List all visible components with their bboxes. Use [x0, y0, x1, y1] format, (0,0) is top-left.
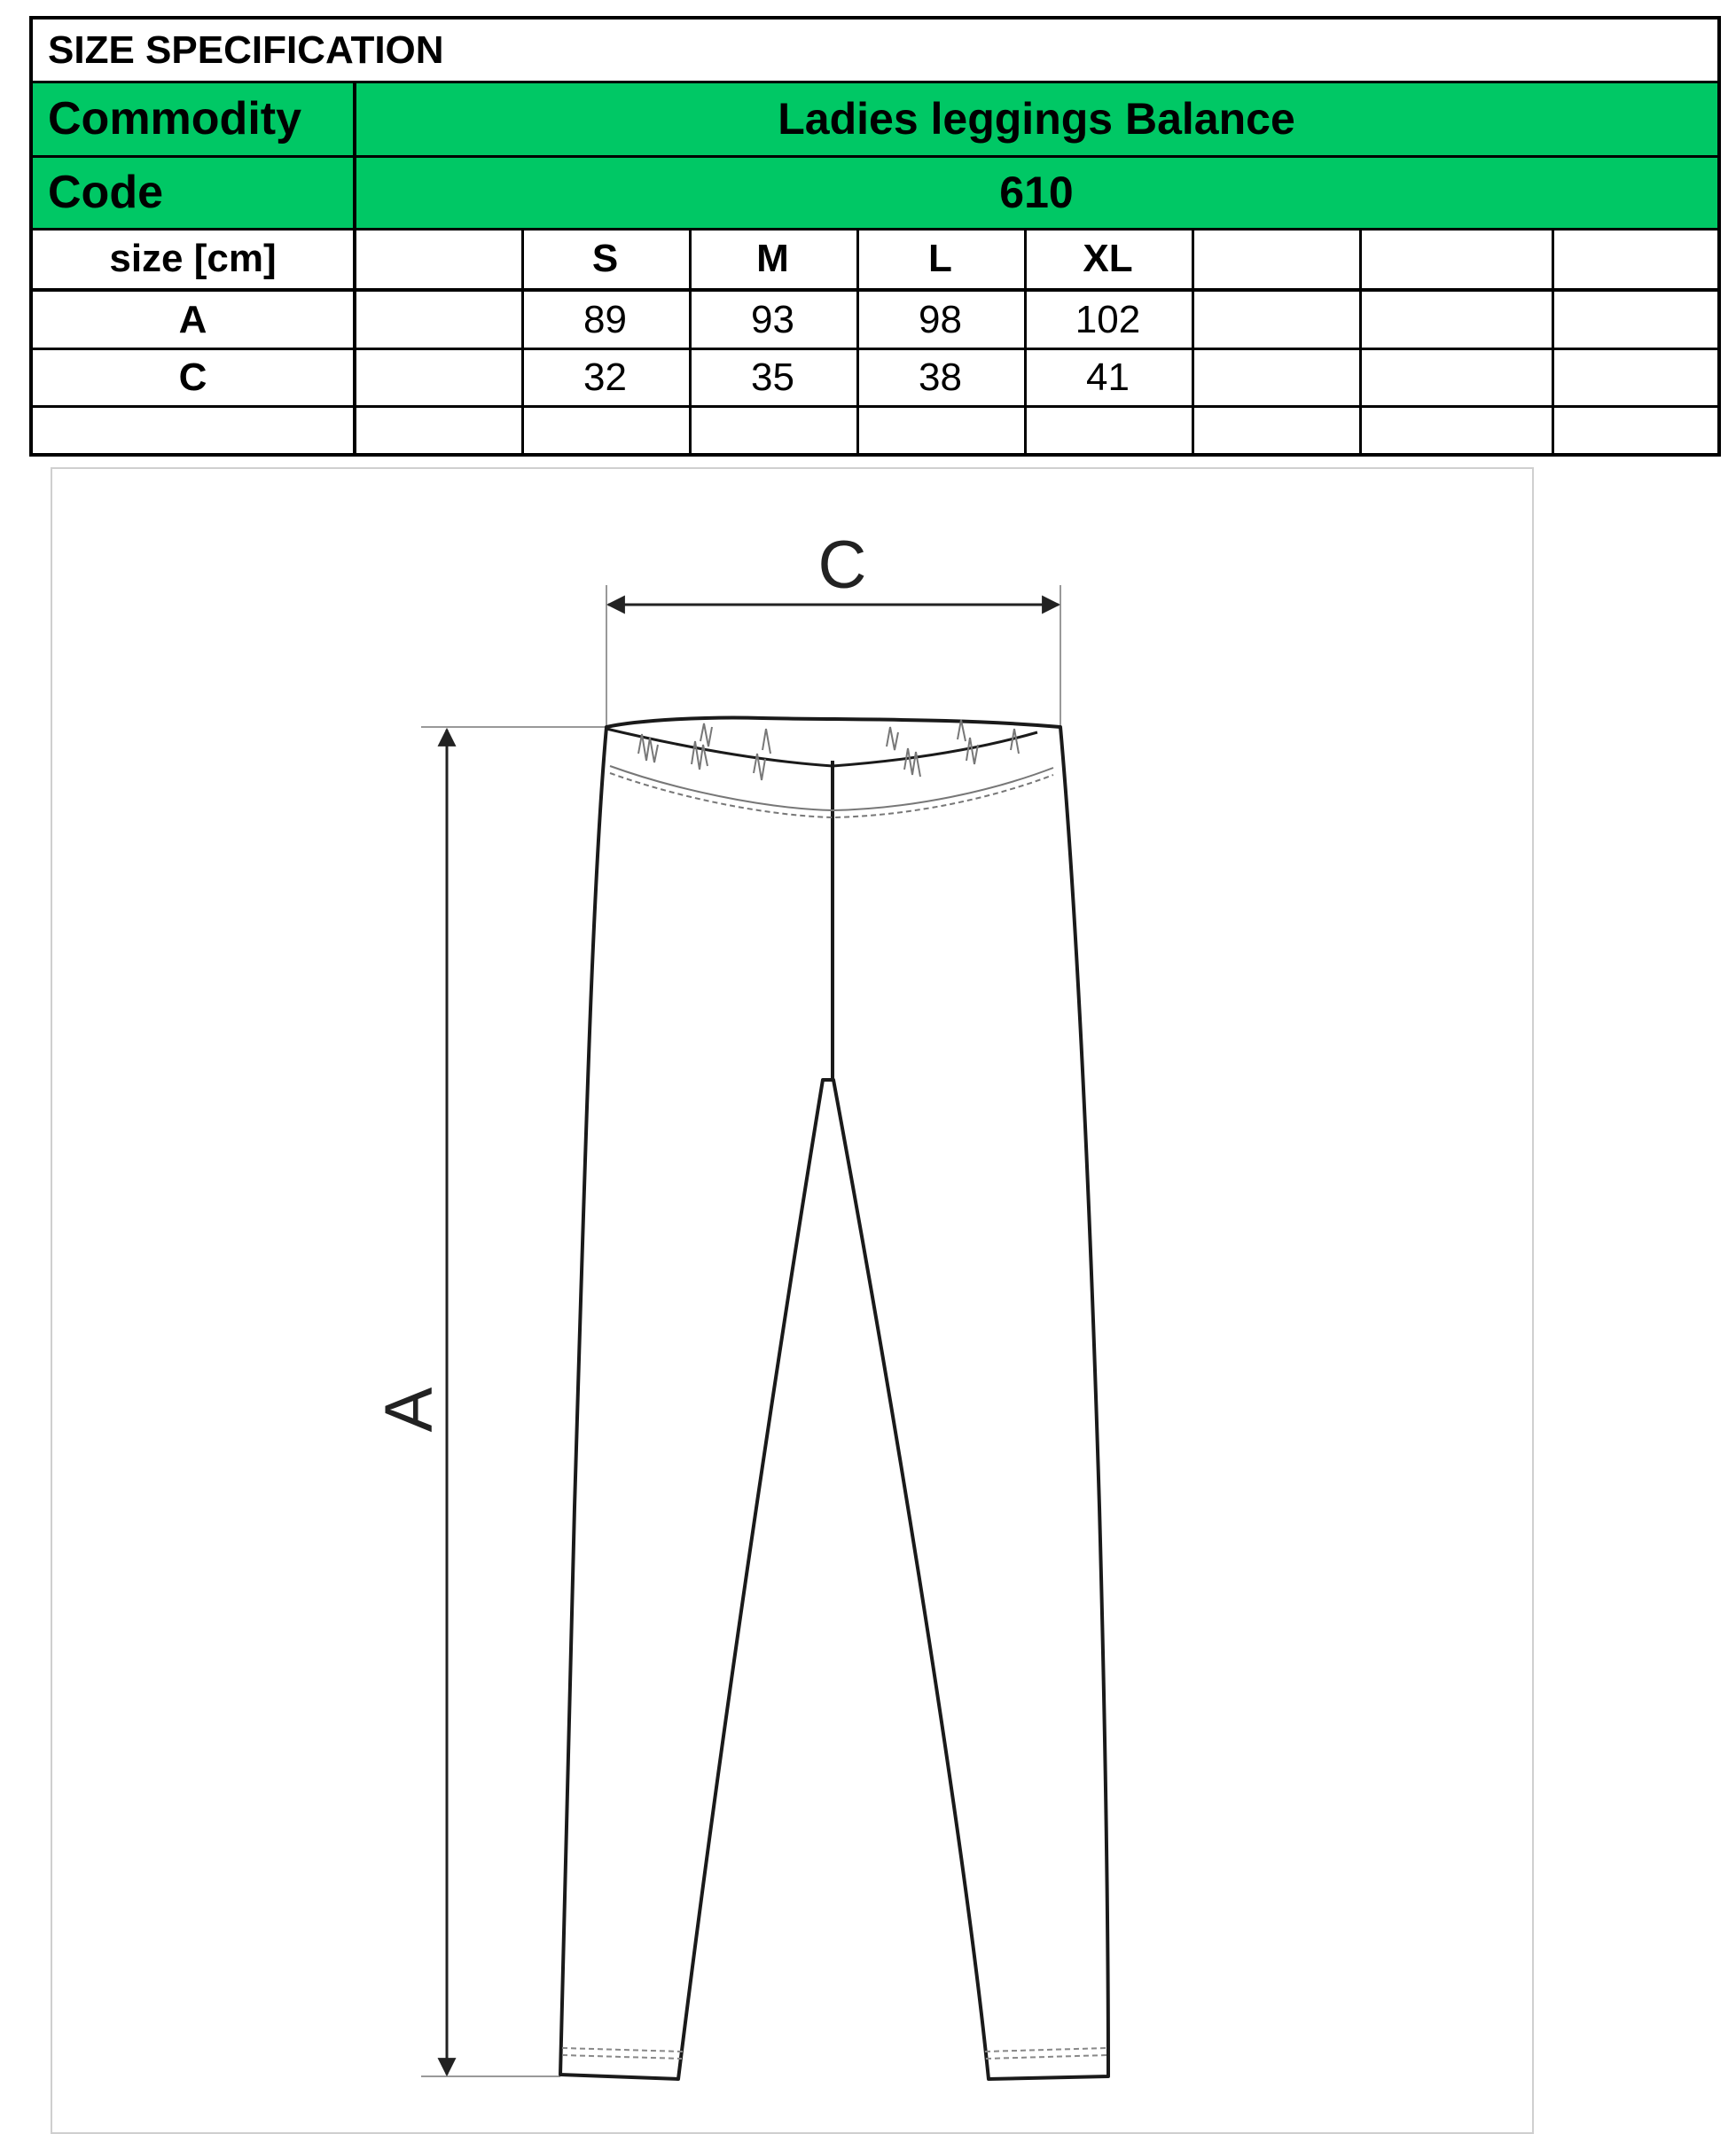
size-col-header: L [928, 237, 952, 280]
size-col-header: S [591, 237, 619, 280]
width-dimension-c [606, 528, 1060, 725]
dimension-label-c: C [817, 528, 867, 603]
code-label: Code [48, 167, 163, 218]
table-cell: 98 [919, 297, 962, 341]
commodity-label: Commodity [48, 93, 301, 145]
dimension-label-a: A [371, 1387, 447, 1433]
table-cell: 93 [751, 297, 794, 341]
size-header-label: size [cm] [109, 237, 277, 280]
table-cell: 38 [919, 355, 962, 399]
commodity-value: Ladies leggings Balance [778, 94, 1295, 144]
measurement-row-label: A [178, 297, 207, 341]
size-col-header: M [756, 237, 789, 280]
size-col-header: XL [1083, 237, 1133, 280]
table-title: SIZE SPECIFICATION [48, 27, 444, 72]
table-cell: 35 [751, 355, 794, 399]
table-cell: 41 [1086, 355, 1130, 399]
table-cell: 102 [1075, 297, 1141, 341]
code-value: 610 [999, 168, 1074, 217]
table-cell: 89 [583, 297, 627, 341]
measurement-row-label: C [178, 355, 207, 399]
hem-stitching [562, 2048, 1107, 2059]
leggings-outline [560, 717, 1108, 2079]
table-cell: 32 [583, 355, 627, 399]
length-dimension-a [371, 727, 607, 2076]
